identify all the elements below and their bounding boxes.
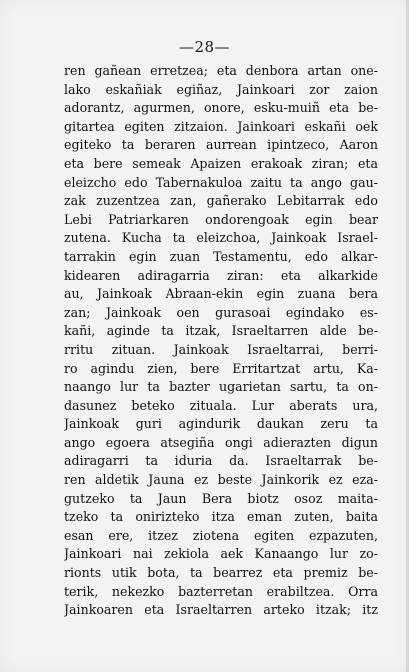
text-line: gitartea egiten zitzaion. Jainkoari eskañi oek [64,118,378,134]
text-line: ro agindu zien, bere Erritartzat artu, Ka- [64,360,378,376]
text-line: Lebi Patriarkaren ondorengoak egin bear [64,211,378,227]
text-line: tzeko ta onirizteko itza eman zuten, baita [64,509,378,525]
text-line: au, Jainkoak Abraan-ekin egin zuana bera [64,286,378,302]
text-line: kidearen adiragarria ziran: eta alkarkide [64,267,378,283]
text-line: eta bere semeak Apaizen erakoak ziran; eta [64,155,378,171]
text-line: ango egoera atsegiña ongi adierazten digun [64,434,378,450]
text-line: rritu zituan. Jainkoak Israeltarrai, berri- [64,341,378,357]
text-line: ren gañean erretzea; eta denbora artan one- [64,63,378,78]
page-number: —28— [178,38,231,56]
text-line: Jainkoak guri agindurik daukan zeru ta [64,416,378,432]
text-line: egiteko ta beraren aurrean ipintzeco, Aaron [64,137,378,153]
text-line: ren aldetik Jauna ez beste Jainkorik ez eza- [64,472,378,488]
text-line: lako eskañiak egiñaz, Jainkoari zor zaion [64,81,378,97]
text-line: zan; Jainkoak oen gurasoai egindako es- [64,304,378,320]
text-line: adiragarri ta iduria da. Israeltarrak be- [64,453,378,469]
text-line: naango lur ta bazter ugarietan sartu, ta on- [64,379,378,395]
text-line: kañi, aginde ta itzak, Israeltarren alde be- [64,323,378,339]
text-line: eleizcho edo Tabernakuloa zaitu ta ango gau- [64,174,378,190]
text-line: Jainkoari nai zekiola aek Kanaango lur zo- [64,546,378,562]
text-line: gutzeko ta Jaun Bera biotz osoz maita- [64,490,378,506]
text-line: rionts utik bota, ta bearrez eta premiz be- [64,565,378,581]
text-line: Jainkoaren eta Israeltarren arteko itzak; itz [64,602,378,618]
text-line: zutena. Kucha ta eleizchoa, Jainkoak Israel- [64,230,378,246]
text-line: tarrakin egin zuan Testamentu, edo alkar- [64,248,378,264]
text-line: zak zuzentzea zan, gañerako Lebitarrak edo [64,193,378,209]
body-text [64,62,378,620]
text-line: adorantz, agurmen, onore, esku-muiñ eta be- [64,100,378,116]
text-line: terik, nekezko bazterretan erabiltzea. Orra [64,583,378,599]
text-line: esan ere, itzez ziotena egiten ezpazuten, [64,527,378,543]
text-line: dasunez beteko zituala. Lur aberats ura, [64,397,378,413]
